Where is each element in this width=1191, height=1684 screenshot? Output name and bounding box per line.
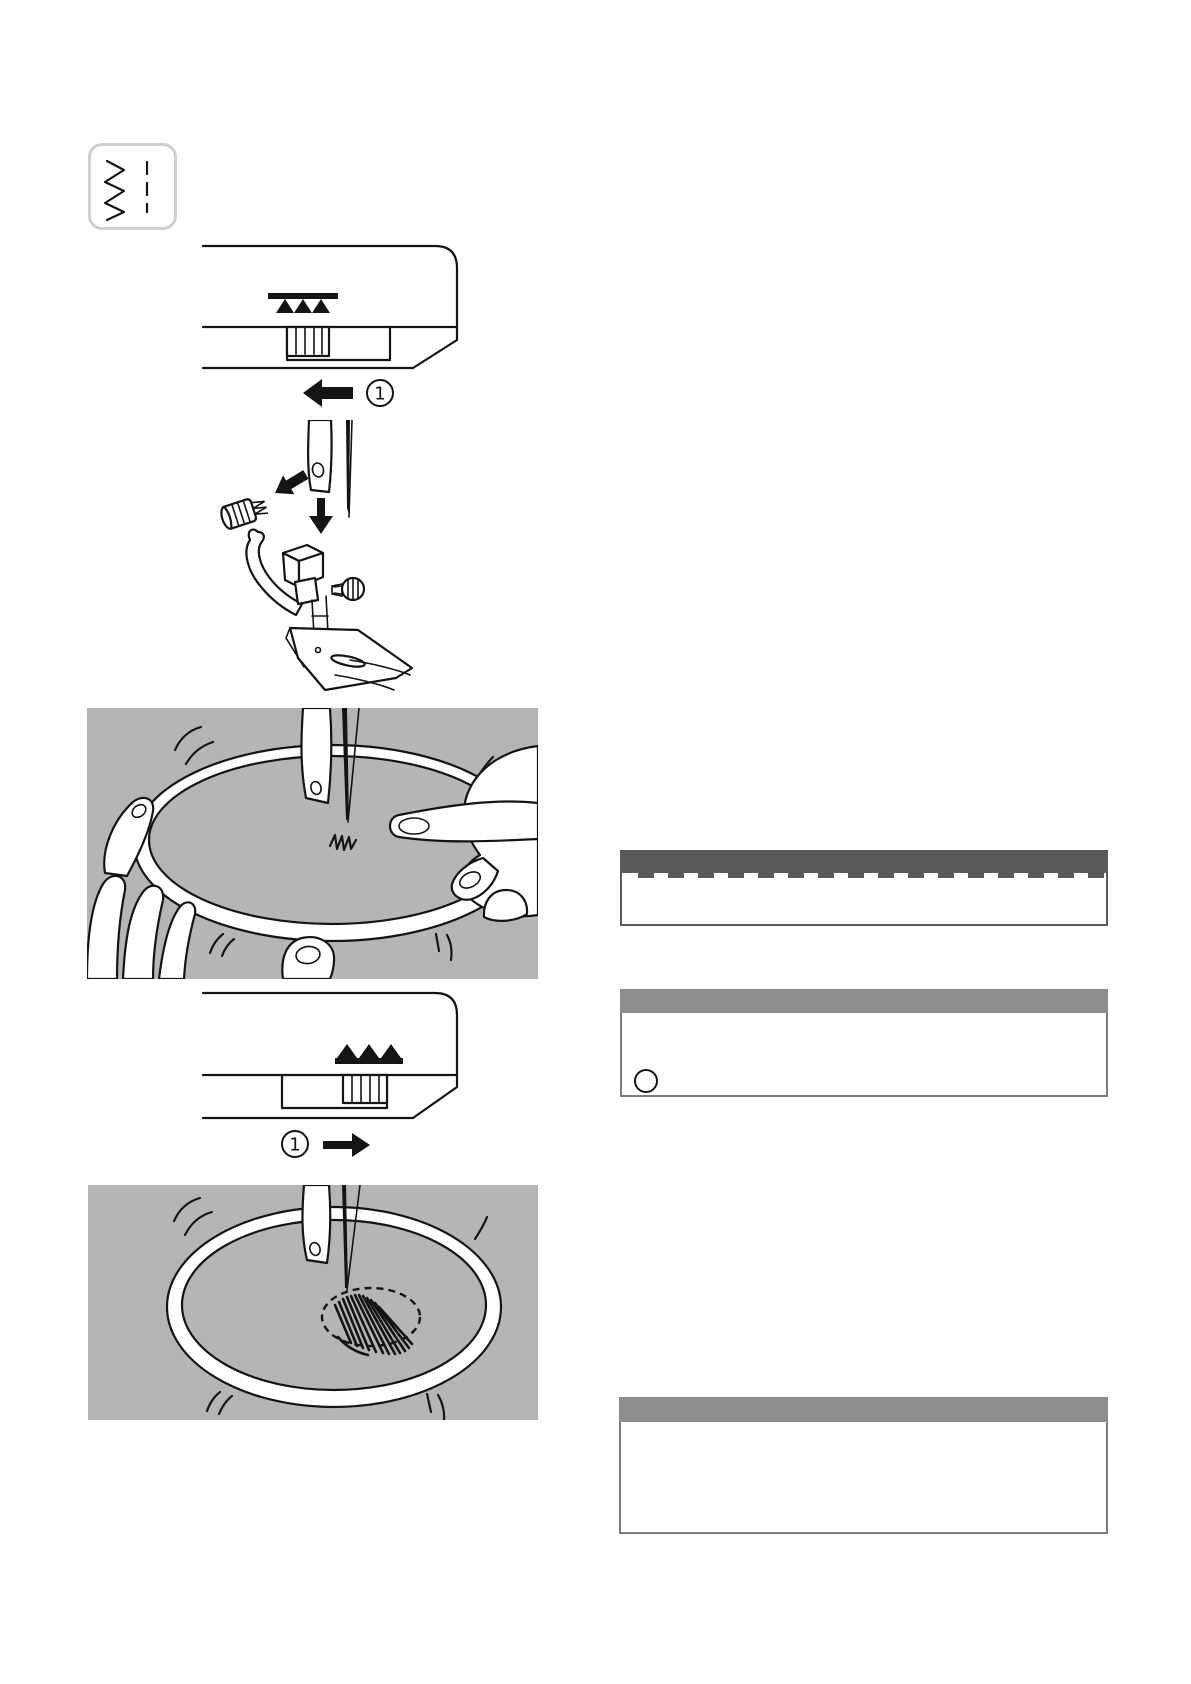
down-arrow-icon (309, 498, 333, 534)
drop-feed-slider (287, 327, 390, 360)
note-box-3-body (621, 1399, 1106, 1532)
note-box-3 (619, 1397, 1108, 1534)
note-box-2 (620, 989, 1108, 1097)
note-box-2-body (622, 991, 1106, 1095)
foot-pivot-screw (332, 578, 364, 600)
drop-feed-lever-left-illustration (186, 228, 466, 418)
hoop-under-needle-drawing (87, 708, 538, 979)
drop-feed-slider (282, 1075, 387, 1108)
feed-dog-lowered-icon (268, 293, 338, 313)
feed-dog-raised-icon (335, 1044, 403, 1064)
circle-outline-marker (634, 1069, 658, 1093)
center-fingertip (282, 937, 334, 979)
step-marker-1 (367, 380, 393, 406)
presser-foot-removal-illustration (210, 420, 420, 700)
step-number: 1 (374, 383, 386, 405)
note-box-1-body (622, 852, 1106, 924)
left-arrow-icon (303, 379, 353, 407)
stitched-hoop-drawing (88, 1185, 538, 1420)
step-marker-1 (282, 1131, 308, 1157)
presser-bar (308, 420, 331, 492)
needle (346, 420, 352, 517)
presser-foot-screw (219, 494, 269, 530)
right-arrow-icon (323, 1133, 370, 1157)
stitched-hoop-panel (88, 1185, 538, 1420)
step-number: 1 (289, 1134, 301, 1156)
screw-removal-arrow-icon (269, 465, 311, 502)
machine-bed-outline (203, 993, 457, 1118)
zigzag-stitch-glyph (105, 161, 124, 220)
drop-feed-lever-right-illustration (186, 985, 466, 1175)
presser-foot (246, 530, 412, 690)
stitch-selection-indicator (88, 143, 177, 230)
presser-bar (302, 1185, 330, 1263)
hoop-under-needle-panel (87, 708, 538, 979)
zigzag-stitch-icon (91, 146, 174, 227)
note-box-1 (620, 850, 1108, 926)
presser-bar (301, 708, 331, 803)
foot-plate (290, 628, 412, 690)
